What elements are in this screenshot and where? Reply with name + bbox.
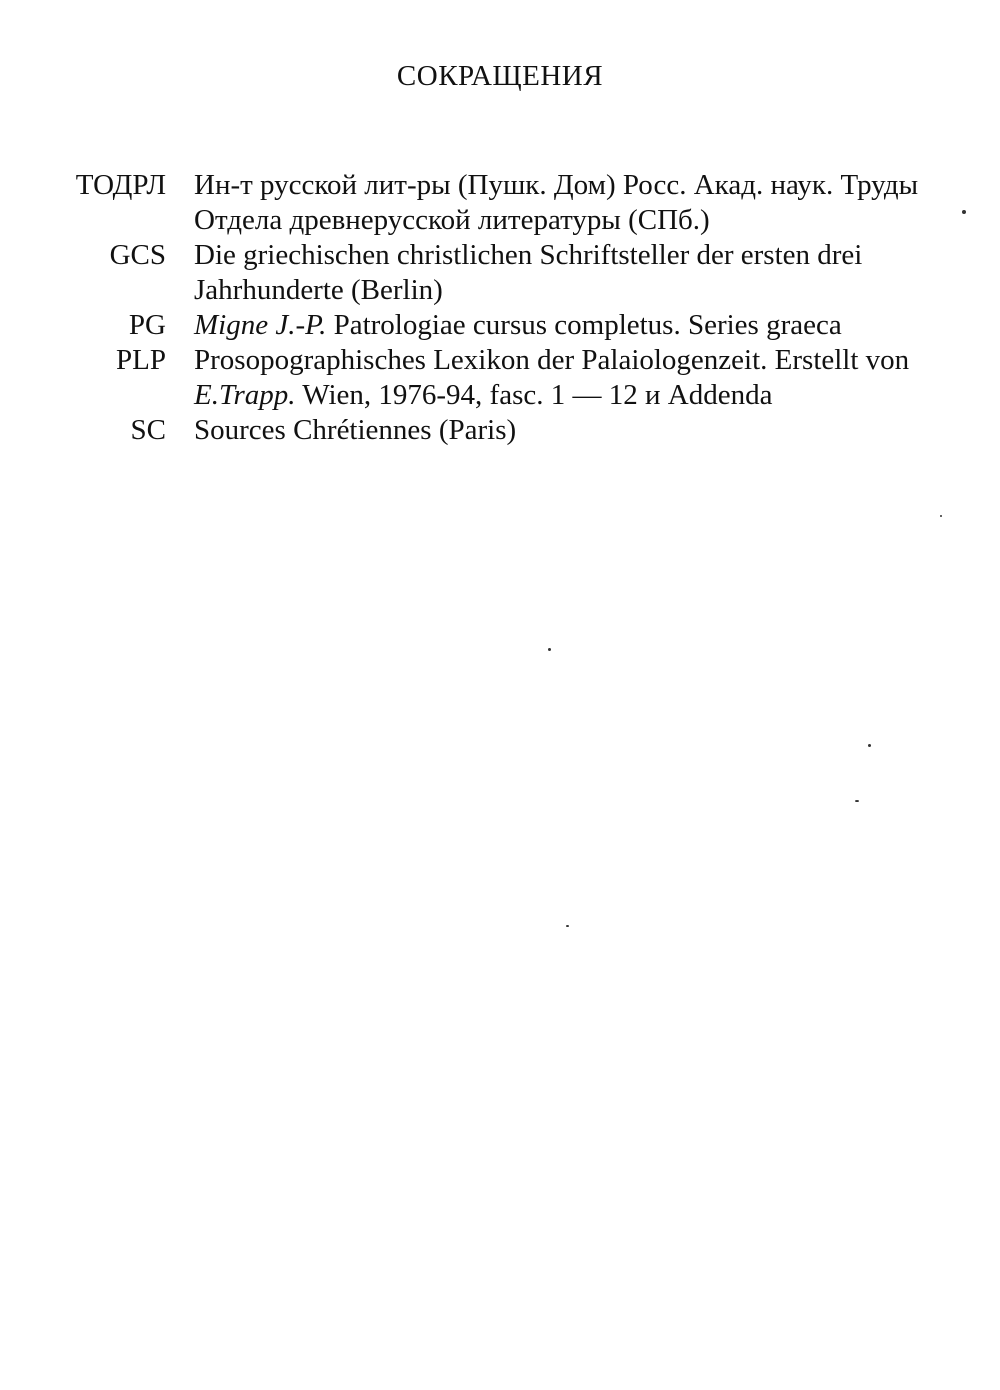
abbreviation: GCS (109, 239, 166, 271)
editor-name: E.Trapp. (194, 379, 296, 411)
description (194, 308, 934, 343)
abbreviation: PG (128, 309, 166, 341)
publication-info: Wien, 1976-94, fasc. 1 — 12 и Addenda (295, 379, 773, 411)
description-line: Ин-т русской лит-ры (Пушк. Дом) Росс. Акад. наук. Труды (194, 169, 919, 201)
abbreviation: ТОДРЛ (75, 169, 166, 201)
scan-speck (566, 925, 569, 927)
description (194, 238, 934, 308)
description-line (194, 308, 934, 343)
abbreviation: PLP (116, 344, 166, 376)
description-line: Prosopographisches Lexikon der Palaiologenzeit. Erstellt von (194, 344, 910, 376)
scan-speck (962, 210, 966, 214)
description-line: Отдела древнерусской литературы (СПб.) (194, 204, 710, 236)
title-text: Patrologiae cursus completus. Series graeca (326, 309, 842, 341)
description-line: Sources Chrétiennes (Paris) (194, 414, 517, 446)
description-line: Die griechischen christlichen Schriftsteller der ersten drei (194, 239, 863, 271)
description (194, 168, 934, 238)
author-name: Migne J.-P. (194, 309, 327, 341)
description (194, 343, 934, 413)
list-item-gcs (40, 238, 960, 308)
list-item-todrl (40, 168, 960, 238)
description (194, 413, 934, 448)
list-item-sc (40, 413, 960, 448)
scan-speck (548, 648, 551, 651)
list-item-pg (40, 308, 960, 343)
scan-speck (868, 744, 871, 747)
abbreviation-list (40, 168, 960, 448)
list-item-plp (40, 343, 960, 413)
description-line (194, 378, 934, 413)
abbreviation: SC (130, 414, 166, 446)
description-line: Jahrhunderte (Berlin) (194, 274, 443, 306)
scan-speck (855, 800, 859, 802)
scan-speck (940, 515, 942, 517)
page-title: СОКРАЩЕНИЯ (396, 60, 604, 92)
